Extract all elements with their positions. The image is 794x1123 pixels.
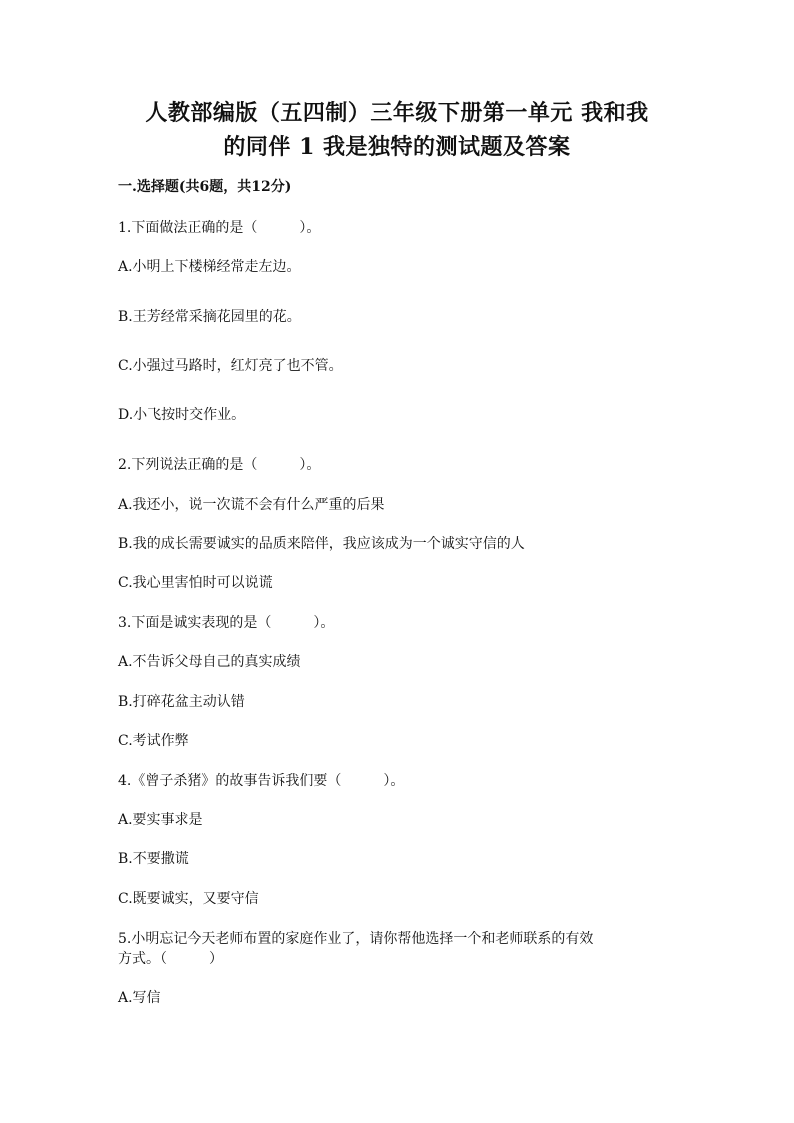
question-1-option-b: B.王芳经常采摘花园里的花。 xyxy=(118,309,301,325)
question-2-stem: 2.下列说法正确的是（ ）。 xyxy=(118,457,321,473)
question-2-option-c: C.我心里害怕时可以说谎 xyxy=(118,575,273,591)
section-heading: 一.选择题(共6题，共12分) xyxy=(118,179,292,195)
question-4-stem: 4.《曾子杀猪》的故事告诉我们要（ ）。 xyxy=(118,773,405,789)
question-1-option-d: D.小飞按时交作业。 xyxy=(118,407,246,423)
question-5-option-a: A.写信 xyxy=(118,990,161,1006)
question-2-option-a: A.我还小，说一次谎不会有什么严重的后果 xyxy=(118,497,385,513)
question-4-option-c: C.既要诚实，又要守信 xyxy=(118,891,259,907)
question-1-option-c: C.小强过马路时，红灯亮了也不管。 xyxy=(118,358,343,374)
question-2-option-b: B.我的成长需要诚实的品质来陪伴，我应该成为一个诚实守信的人 xyxy=(118,536,525,552)
document-title-line-2: 的同伴 1 我是独特的测试题及答案 xyxy=(223,134,571,160)
question-3-option-a: A.不告诉父母自己的真实成绩 xyxy=(118,654,301,670)
question-5-stem-line-2: 方式。（ ） xyxy=(118,951,223,967)
question-4-option-b: B.不要撒谎 xyxy=(118,851,189,867)
question-3-stem: 3.下面是诚实表现的是（ ）。 xyxy=(118,615,335,631)
question-5-stem-line-1: 5.小明忘记今天老师布置的家庭作业了，请你帮他选择一个和老师联系的有效 xyxy=(118,931,594,947)
question-3-option-c: C.考试作弊 xyxy=(118,733,189,749)
question-3-option-b: B.打碎花盆主动认错 xyxy=(118,694,245,710)
question-1-stem: 1.下面做法正确的是（ ）。 xyxy=(118,220,321,236)
document-title-line-1: 人教部编版（五四制）三年级下册第一单元 我和我 xyxy=(145,100,649,126)
question-1-option-a: A.小明上下楼梯经常走左边。 xyxy=(118,259,301,275)
question-4-option-a: A.要实事求是 xyxy=(118,812,203,828)
